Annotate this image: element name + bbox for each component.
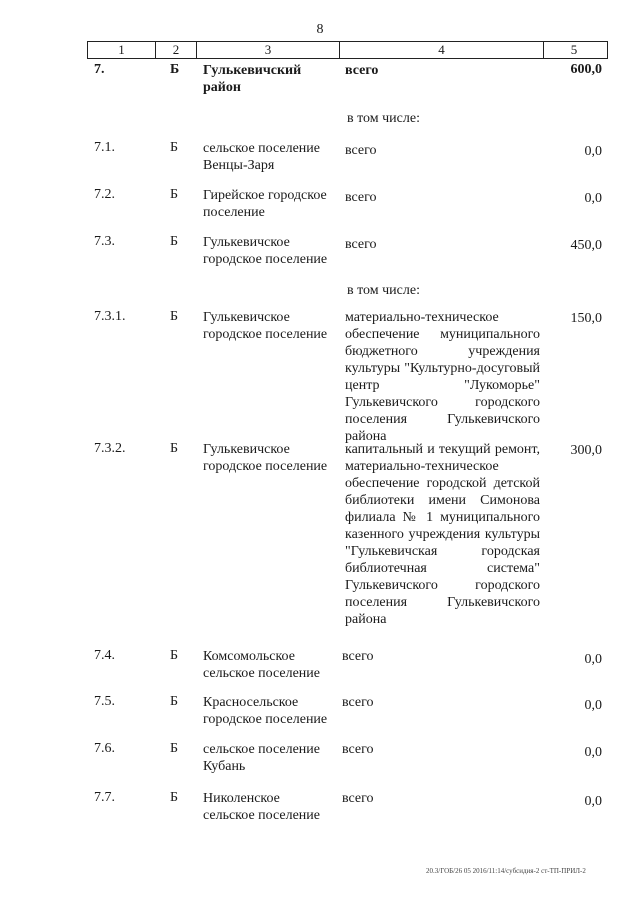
row-description: всего — [342, 695, 374, 710]
row-value: 0,0 — [584, 144, 602, 159]
row-category: Б — [170, 648, 179, 663]
row-name: Комсомольское сельское поселение — [203, 649, 320, 681]
row-category: Б — [170, 140, 179, 155]
header-col-5: 5 — [570, 42, 578, 57]
row-description: материально-техническое обеспечение муниципального бюджетного учреждения культуры "Культурно-досуговый центр "Лукоморье" Гулькевичского городского поселения Гулькевичского района — [345, 310, 540, 444]
subheading: в том числе: — [347, 283, 420, 298]
row-value: 600,0 — [570, 62, 602, 77]
row-number: 7.6. — [94, 741, 115, 756]
row-name: Николенское сельское поселение — [203, 791, 320, 823]
row-value: 0,0 — [584, 794, 602, 809]
header-col-4: 4 — [340, 42, 544, 58]
row-name: Красносельское городское поселение — [203, 695, 328, 727]
subheading: в том числе: — [347, 111, 420, 126]
row-category: Б — [170, 309, 179, 324]
row-value: 0,0 — [584, 191, 602, 206]
header-col-1: 1 — [88, 42, 156, 58]
row-number: 7.4. — [94, 648, 115, 663]
row-name: сельское поселение Кубань — [203, 742, 320, 774]
row-description: всего — [342, 649, 374, 664]
row-value: 450,0 — [570, 238, 602, 253]
row-value: 0,0 — [584, 745, 602, 760]
row-description: капитальный и текущий ремонт, материально-техническое обеспечение городской детской библиотеки имени Симонова филиала № 1 муниципального казенного учреждения культуры "Гулькевичская городская библиотечная система" Гулькевичского городского поселения Гулькевичского района — [345, 442, 540, 627]
row-description: всего — [345, 190, 377, 205]
page-number: 8 — [316, 22, 324, 37]
table-header — [87, 41, 608, 59]
row-category: Б — [170, 62, 180, 77]
row-description: всего — [342, 791, 374, 806]
row-category: Б — [170, 790, 179, 805]
row-number: 7.5. — [94, 694, 115, 709]
row-number: 7. — [94, 62, 105, 77]
header-col-2: 2 — [156, 42, 197, 58]
row-number: 7.3. — [94, 234, 115, 249]
row-name: Гулькевичский район — [203, 63, 302, 95]
row-number: 7.2. — [94, 187, 115, 202]
row-description: всего — [345, 143, 377, 158]
row-category: Б — [170, 441, 179, 456]
row-description: всего — [345, 237, 377, 252]
row-value: 0,0 — [584, 698, 602, 713]
row-name: Гирейское городское поселение — [203, 188, 327, 220]
row-description: всего — [342, 742, 374, 757]
header-col-3: 3 — [197, 42, 340, 58]
row-value: 300,0 — [570, 443, 602, 458]
row-category: Б — [170, 234, 179, 249]
row-value: 150,0 — [570, 311, 602, 326]
row-name: Гулькевичское городское поселение — [203, 310, 328, 342]
row-category: Б — [170, 187, 179, 202]
row-number: 7.3.2. — [94, 441, 126, 456]
row-description: всего — [345, 63, 379, 78]
row-number: 7.3.1. — [94, 309, 126, 324]
row-category: Б — [170, 694, 179, 709]
row-number: 7.1. — [94, 140, 115, 155]
row-name: Гулькевичское городское поселение — [203, 235, 328, 267]
row-number: 7.7. — [94, 790, 115, 805]
row-name: сельское поселение Венцы-Заря — [203, 141, 320, 173]
row-name: Гулькевичское городское поселение — [203, 442, 328, 474]
row-category: Б — [170, 741, 179, 756]
footer-code: 20.3/ГОБ/26 05 2016/11:14/субсидия-2 ст-ТП-ПРИЛ-2 — [426, 867, 586, 875]
row-value: 0,0 — [584, 652, 602, 667]
